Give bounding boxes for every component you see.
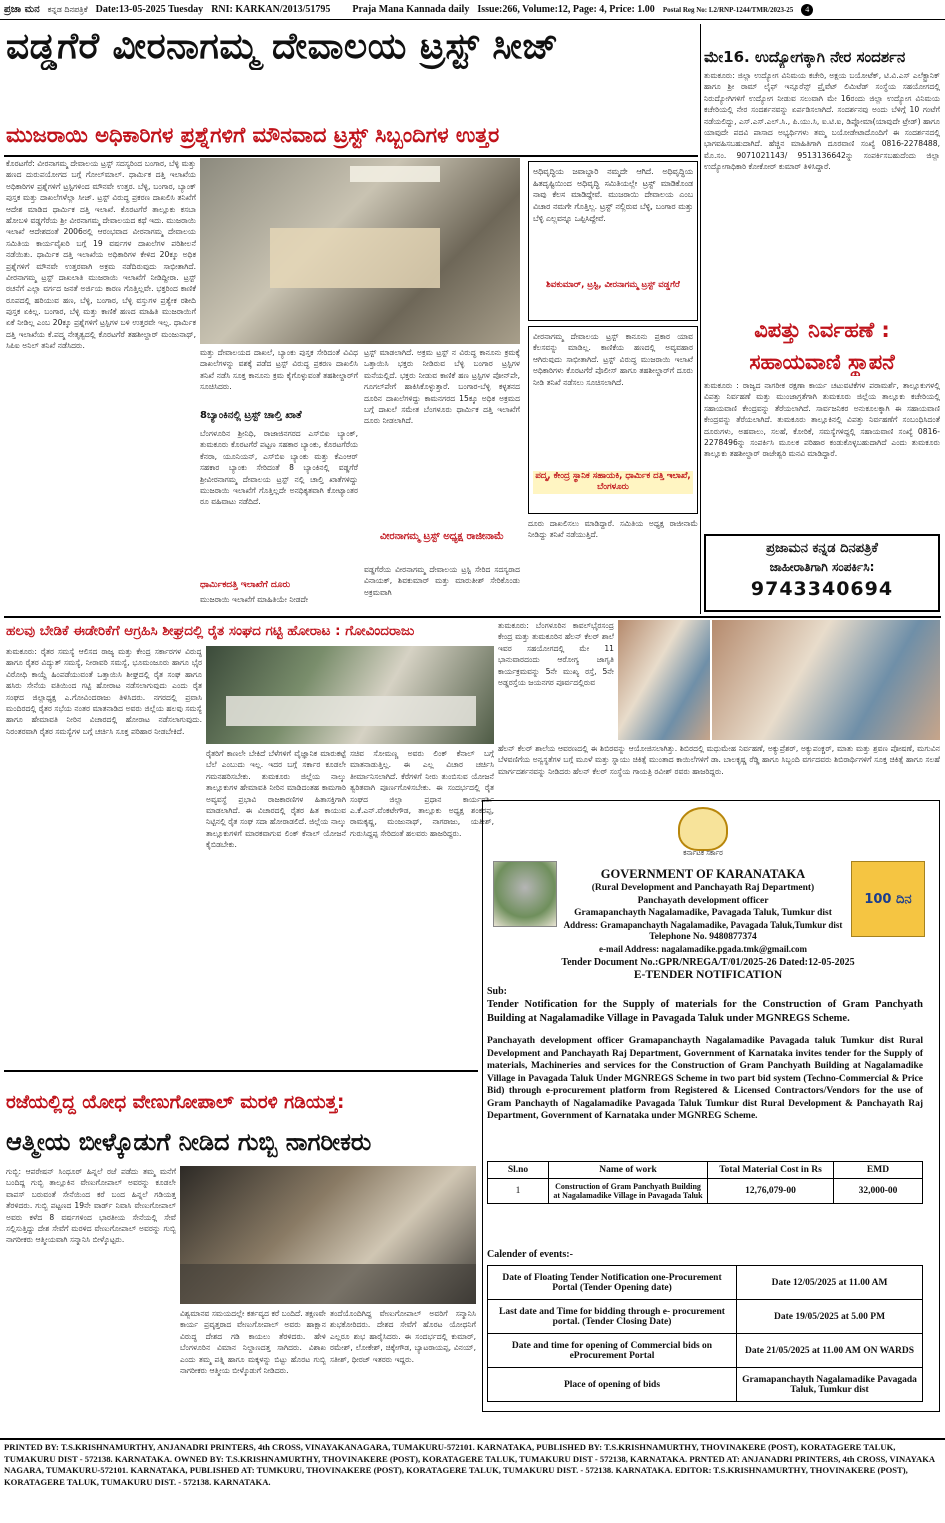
- official-box: [528, 326, 698, 514]
- divider: [4, 616, 941, 618]
- lead-col3: ಟ್ರಸ್ಟ್ ಮಾಡಲಾಗಿದೆ. ಅಕ್ರಮ ಟ್ರಸ್ಟ್ ನ ವಿರುದ್ಧ ಕಾನೂನು ಕ್ರಮಕ್ಕೆ ಒತ್ತಾಯಿಸಿ ಭಕ್ತರು ನೀಡಿರುವ ಬೆಳ್ಳಿ ಬಂಗಾರ ಟ್ರಸ್ಟಿಗಳ ಮನೆಯಲ್ಲಿದೆ. ಭಕ್ತರು ನೀಡುವ ಕಾಣಿಕೆ ಹಣ ಟ್ರಸ್ಟಿಗಳ ಪೋನ್‌ಪೇ, ಗೂಗಲ್‌ಪೇಗೆ ಹಾಕಿಸಿಕೊಳ್ಳುತ್ತಾರೆ. ಬಂಗಾರ-ಬೆಳ್ಳಿ ಕಳ್ಳತನದ ದೂರಿನ ದಾಖಲೆಗಳಿದ್ದು ಕಾಮನಗರದ 15ಕ್ಕೂ ಅಧಿಕ ಅಕ್ರಮದ ಬಗ್ಗೆ ದಾಖಲೆ ಸಮೇತ ಬೆಂಗಳೂರು ಧಾರ್ಮಿಕ ದತ್ತಿ ಇಲಾಖೆಗೆ ದೂರು ನೀಡಲಾಗಿದೆ.: [364, 348, 520, 426]
- calendar-table: [487, 1265, 923, 1402]
- disaster-body: ತುಮಕೂರು : ರಾಜ್ಯದ ನಾಗರೀಕ ರಕ್ಷಣಾ ಕಾರ್ಯ ಚಟುವಟಿಕೆಗಳ ಪರಾಮರ್ಶೆ, ತಾಲ್ಲೂಕುಗಳಲ್ಲಿ ವಿಪತ್ತು ನಿರ್ವಹಣೆ ಮತ್ತು ಮುಂಜಾಗ್ರತೆಗಾಗಿ ತುಮಕೂರು ಜಿಲ್ಲೆಯ ತಾಲ್ಲೂಕು ಕಚೇರಿಯಲ್ಲಿ ಸಹಾಯವಾಣಿ ಕೇಂದ್ರವನ್ನು ತೆರೆಯಲಾಗಿದೆ. ಸಾರ್ವಜನಿಕರ ಅನುಕೂಲಕ್ಕಾಗಿ ಈ ಸಹಾಯವಾಣಿ ಕೇಂದ್ರವನ್ನು ತೆರೆಯಲಾಗಿದೆ. ತುಮಕೂರು ತಾಲ್ಲೂಕಿನಲ್ಲಿ ವಿಪತ್ತು ನಿರ್ವಹಣೆಗೆ ಸಂಬಂಧಿಸಿದಂತೆ ದೂರುಗಳು, ಅಹವಾಲು, ಸಲಹೆ, ಕೋರಿಕೆ, ಸಮಸ್ಯೆಗಳಿದ್ದಲ್ಲಿ ಸಹಾಯವಾಣಿ ಸಂಖ್ಯೆ 0816-2278496ನ್ನು ಸಂಪರ್ಕಿಸಿ ಮೂಲಕ ಪರಿಹಾರ ಕಂಡುಕೊಳ್ಳಬಹುದಾಗಿದೆ ಎಂದು ತುಮಕೂರು ತಾಲ್ಲೂಕು ತಹಶೀಲ್ದಾರ್ ರಾಜೇಶ್ವರಿ ಮನವಿ ಮಾಡಿದ್ದಾರೆ.: [704, 381, 940, 459]
- farmers-photo: [206, 646, 494, 744]
- table-cell: Date and time for opening of Commercial bids on eProcurement Portal: [488, 1334, 737, 1368]
- lead-photo: [200, 158, 520, 344]
- table-cell: Date 19/05/2025 at 5.00 PM: [737, 1300, 923, 1334]
- paper-name: ಪ್ರಜಾ ಮನ: [4, 4, 40, 15]
- postal-reg: Postal Reg No: L2/RNP-1244/TMR/2023-25: [662, 5, 794, 14]
- tender-doc: Tender Document No.:GPR/NREGA/T/01/2025-26 Dated:12-05-2025: [561, 957, 855, 968]
- lead-col1: ಕೊರಟಗೆರೆ: ವೀರನಾಗಮ್ಮ ದೇವಾಲಯ ಟ್ರಸ್ಟ್ ಸದಸ್ಯರಿಂದ ಬಂಗಾರ, ಬೆಳ್ಳಿ ಮತ್ತು ಹಣದ ದುರುಪಯೋಗದ ಬಗ್ಗೆ ಗೋಲ್‌ಮಾಲ್. ಧಾರ್ಮಿಕ ದತ್ತಿ ಇಲಾಖೆಯ ಅಧಿಕಾರಿಗಳ ಪ್ರಶ್ನೆಗಳಿಗೆ ಟ್ರಸ್ಟಿಗಳಿಂದ ಮೌನವೇ ಉತ್ತರ. ಬೆಳ್ಳಿ, ಬಂಗಾರ, ಬ್ಯಾಂಕ್ ಪುಸ್ತಕ ಮತ್ತು ದಾಖಲೆಗಳೆಲ್ಲಾ ಸೀಜ್. ಟ್ರಸ್ಟ್ ವಿರುದ್ಧ ಪ್ರಕರಣ ದಾಖಲಿಸಿ ತನಿಖೆಗೆ ಆದೇಶ ಮಾಡಿದ ಧಾರ್ಮಿಕ ದತ್ತಿ ಇಲಾಖೆ. ಕೊರಟಗೆರೆ ತಾಲ್ಲೂಕು ಕಸಬಾ ಹೋಬಳಿ ವಡ್ಡಗೆರೆಯ ಶ್ರೀ ವೀರನಾಗಮ್ಮ ದೇವಾಲಯದ ಕಥೆ ಇದು. ಮುಜರಾಯಿ ಇಲಾಖೆ ಆದೇಶದಂತೆ 2006ರಲ್ಲಿ ಆರಂಭವಾದ ವೀರನಾಗಮ್ಮ ದೇವಾಲಯ ಸಮಿತಿಯ ಕಾರ್ಯವೈಖರಿ ಬಗ್ಗೆ 19 ವರ್ಷಗಳ ದಾಖಲೆಗಳ ಪರಿಶೀಲನೆ ನಡೆಯಿತು. ಧಾರ್ಮಿಕ ದತ್ತಿ ಇಲಾಖೆಯ ಅಧಿಕಾರಿಗಳ ಕೇಳಿದ 20ಕ್ಕೂ ಅಧಿಕ ಪ್ರಶ್ನೆಗಳಿಗೆ ಮೌನವೇ ಉತ್ತರವಾಗಿ ಅಕ್ರಮ ನಡೆದಿರುವುದು ಸಾಭೀತಾಗಿದೆ. ವೀರನಾಗಮ್ಮ ಟ್ರಸ್ಟ್ ದಾಖಲಾತಿ ಮುಜರಾಯಿ ಇಲಾಖೆಗೆ ನೀಡಿದ್ದೀರಾ. ಟ್ರಸ್ಟ್ ರಚನೆಗೆ ಎಲ್ಲಾ ವರ್ಗದ ಜನತೆ ಅರ್ಜಿಯ ಕಾರಣ ಗೊತ್ತಿಲ್ಲವೇ. ಭಕ್ತರಿಂದ ಕಾಣಿಕೆ ರೂಪದಲ್ಲಿ ಹರಿಯುವ ಹಣ, ಬೆಳ್ಳಿ, ಬಂಗಾರ, ಬೆಳ್ಳಿ ವಸ್ತುಗಳ ಪ್ರತ್ಯೇಕ ರಶೀದಿ ಪುಸ್ತಕ ಏಕಿಲ್ಲ. ಬಂಗಾರ, ಬೆಳ್ಳಿ ಮತ್ತು ಕಾಣಿಕೆ ಹಣದ ಮಾಹಿತಿ ಮುಜರಾಯಿಗೆ ಏಕೆ ನೀಡಿಲ್ಲ ಎಂಬ 20ಕ್ಕೂ ಪ್ರಶ್ನೆಗಳಿಗೆ ಟ್ರಸ್ಟಿಗಳ ಬಳಿ ಉತ್ತರವೇ ಇಲ್ಲ. ಧಾರ್ಮಿಕ ದತ್ತಿ ಇಲಾಖೆಯ ಕೆ.ಪದ್ಮ ನೇತೃತ್ವದಲ್ಲಿ ಕೊರಟಗೆರೆ ತಹಶೀಲ್ದಾರ್ ಮಂಜುನಾಥ್, ಸಿಪಿಐ ಅನಿಲ್ ತನಿಖೆ ನಡೆಸಿದರು.: [6, 159, 196, 351]
- ad-line-1: ಪ್ರಜಾಮನ ಕನ್ನಡ ದಿನಪತ್ರಿಕೆ: [766, 541, 878, 556]
- tender-table-wrap: [487, 1161, 923, 1204]
- table-row: [488, 1266, 923, 1300]
- disaster-headline-2: ಸಹಾಯವಾಣಿ ಸ್ಥಾಪನೆ: [749, 350, 895, 374]
- divider: [4, 1070, 478, 1072]
- calendar-wrap: [487, 1265, 923, 1402]
- tender-sub-label: Sub:: [487, 986, 508, 997]
- badge-text: 100 ದಿನ: [864, 891, 912, 907]
- job-fair-headline: ಮೇ16. ಉದ್ಯೋಗಕ್ಕಾಗಿ ನೇರ ಸಂದರ್ಶನ: [704, 48, 906, 66]
- lead-col2-subhead-1: 8ಬ್ಯಾಂಕಿನಲ್ಲಿ ಟ್ರಸ್ಟ್ ಚಾಲ್ತಿ ಖಾತೆ: [200, 410, 302, 421]
- issue-info: Issue:266, Volume:12, Page: 4, Price: 1.00: [477, 4, 655, 15]
- quote-author: ಶಿವಕುಮಾರ್, ಟ್ರಸ್ಟಿ, ವೀರನಾಗಮ್ಮ ಟ್ರಸ್ಟ್ ವಡ್ಡಗೆರೆ: [546, 280, 680, 290]
- farmers-col1: ತುಮಕೂರು: ರೈತರ ಸಮಸ್ಯೆ ಆಲಿಸದ ರಾಜ್ಯ ಮತ್ತು ಕೇಂದ್ರ ಸರ್ಕಾರಗಳ ವಿರುದ್ಧ ಹಾಗೂ ರೈತರ ವಿದ್ಯುತ್ ಸಮಸ್ಯೆ, ನೀರಾವರಿ ಸಮಸ್ಯೆ, ಭೂಮಂಜೂರು ಹಾಗೂ ಭೈರ ವಿರೋಧಿ ಕಾಯ್ದೆ ಹಿಂಪಡೆಯುವಂತೆ ಒತ್ತಾಯಿಸಿ ಶೀಘ್ರದಲ್ಲಿ ರೈತ ಸಂಘ ಹಾಗೂ ಹಸಿರು ಸೇನೆಯ ವತಿಯಿಂದ ಗಟ್ಟಿ ಹೋರಾಟ ನಡೆಸಲಾಗುವುದು ಎಂದು ರೈತ ಸಂಘದ ಜಿಲ್ಲಾಧ್ಯಕ್ಷ ಎ.ಗೋವಿಂದರಾಜು ತಿಳಿಸಿದರು. ನಗರದಲ್ಲಿ ಪ್ರವಾಸಿ ಮಂದಿರದಲ್ಲಿ ರೈತರ ಸಭೆಯ ನಂತರ ಮಾತನಾಡಿದ ಅವರು ಜಿಲ್ಲೆಯ ಹಲವು ಸಮಸ್ಯೆ ಹಾಗೂ ಹೇಮಾವತಿ ನೀರಿನ ವಿಚಾರದಲ್ಲಿ ಹೋರಾಟ ನಡೆಸಲಾಗುವುದು. ನಿರಂತರವಾಗಿ ರೈತರ ಸಮಸ್ಯೆಗಳ ಬಗ್ಗೆ ಚರ್ಚಿಸಿ ಸೂಕ್ತ ಪರಿಹಾರ ನೀಡಬೇಕಿದೆ.: [6, 647, 202, 736]
- health-photo-1: [618, 620, 710, 740]
- ad-phone: 9743340694: [750, 578, 894, 600]
- lead-col3-subhead: ವೀರನಾಗಮ್ಮ ಟ್ರಸ್ಟ್ ಅಧ್ಯಕ್ಷ ರಾಜೀನಾಮೆ: [380, 531, 504, 542]
- table-cell: Last date and Time for bidding through e- procurement portal. (Tender Closing Date): [488, 1300, 737, 1334]
- table-cell: Gramapanchayth Nagalamadike Pavagada Taluk, Tumkur dist: [737, 1368, 923, 1402]
- venu-headline-1: ರಜೆಯಲ್ಲಿದ್ದ ಯೋಧ ವೇಣುಗೋಪಾಲ್ ಮರಳಿ ಗಡಿಯತ್ತ:: [6, 1092, 345, 1113]
- quote-box: [528, 161, 698, 321]
- issue-date: Date:13-05-2025 Tuesday: [95, 4, 204, 15]
- table-cell: Construction of Gram Panchyath Building at Nagalamadike Village in Pavagada Taluk: [549, 1179, 708, 1204]
- venu-col3: ತಂದೆಯೊಂದಿಗಿದ್ದ ವೇಣುಗೋಪಾಲ್ ಅವರಿಗೆ ಸನ್ಮಾನಿಸಿ ಶುಭಕೋರಿದರು. ದೇಶದ ಸೇವೆಗೆ ಹೊರಟ ಯೋಧನಿಗೆ ಎಲ್ಲರೂ ಶುಭ ಹಾರೈಸಿದರು. ಈ ಸಂದರ್ಭದಲ್ಲಿ ಕುಮಾರ್, ರಮೇಶ್, ಲೋಕೇಶ್, ಚಿಕ್ಕೇಗೌಡ, ಬ್ಯಾಟರಾಯಪ್ಪ, ವಿನಯ್, ಸತೀಶ್, ಧೀರಜ್ ಇತರರು ಇದ್ದರು.: [330, 1309, 476, 1364]
- job-fair-body: ತುಮಕೂರು: ಜಿಲ್ಲಾ ಉದ್ಯೋಗ ವಿನಿಮಯ ಕಚೇರಿ, ಅಕ್ಷಯ ಬಯೋಟೆಕ್, ಟಿ.ವಿ.ಎಸ್ ಎಲೆಕ್ಟ್ರಾನಿಕ್ ಹಾಗೂ ಶ್ರೀ ರಾಮ್ ಲೈಫ್ ಇನ್ಸೂರೆನ್ಸ್ ಪ್ರೈವೆಟ್ ಲಿಮಿಟೆಡ್ ಸಂಸ್ಥೆಯ ಸಹಯೋಗದಲ್ಲಿ ನಿರುದ್ಯೋಗಿಗಳಿಗೆ ಉದ್ಯೋಗ ನೀಡುವ ಸಲುವಾಗಿ ಮೇ 16ರಂದು ಜಿಲ್ಲಾ ಉದ್ಯೋಗ ವಿನಿಮಯ ಕಚೇರಿಯಲ್ಲಿ ನೇರ ಸಂದರ್ಶನವನ್ನು ಏರ್ಪಡಿಸಲಾಗಿದೆ. ಸಂದರ್ಶನವು ಅಂದು ಬೆಳಿಗ್ಗೆ 10 ಗಂಟೆಗೆ ನಡೆಯಲಿದ್ದು, ಎಸ್.ಎಸ್.ಎಲ್.ಸಿ., ಪಿ.ಯು.ಸಿ, ಐ.ಟಿ.ಐ, ಡಿಪ್ಲೋಮಾ(ಯಾವುದೇ ಟ್ರೇಡ್) ಹಾಗೂ ಯಾವುದೇ ಪದವಿ ಪಾಸಾದ ಅಭ್ಯರ್ಥಿಗಳು ತಮ್ಮ ಬಯೋಡೇಟಾದೊಂದಿಗೆ ಈ ಸಂದರ್ಶನದಲ್ಲಿ ಭಾಗವಹಿಸಬಹುದಾಗಿದೆ. ಹೆಚ್ಚಿನ ಮಾಹಿತಿಗಾಗಿ ದೂರವಾಣಿ ಸಂಖ್ಯೆ 0816-2278488, ಮೊ.ಸಂ. 9071021143/ 9513136642ನ್ನು ಸಂಪರ್ಕಿಸಬಹುದೆಂದು ಜಿಲ್ಲಾ ಉದ್ಯೋಗಾಧಿಕಾರಿ ಕೋಕೋರ್ ಕುಮಾರ್ ತಿಳಿಸಿದ್ದಾರೆ.: [704, 71, 940, 172]
- table-row: [488, 1334, 923, 1368]
- table-row: [488, 1368, 923, 1402]
- karnataka-emblem: [678, 807, 728, 851]
- tender-address: Address: Gramapanchayth Nagalamadike, Pavagada Taluk,Tumkur dist: [563, 920, 843, 930]
- official-sig: ಪದ್ಮ, ಕೇಂದ್ರ ಸ್ಥಾನಿಕ ಸಹಾಯಕಿ, ಧಾರ್ಮಿಕ ದತ್ತಿ ಇಲಾಖೆ, ಬೆಂಗಳೂರು: [533, 471, 693, 494]
- venu-photo: [180, 1166, 476, 1304]
- tender-place: Gramapanchayth Nagalamadike, Pavagada Taluk, Tumkur dist: [574, 908, 832, 918]
- lead-col2b: ಬೆಂಗಳೂರಿನ ಶ್ರೀನಿಧಿ, ರಾಜಾಜಿನಗರದ ಎಸ್‌ಬಿಐ ಬ್ಯಾಂಕ್, ತುಮಕೂರು ಕೊರಟಗೆರೆ ಪಟ್ಟಣ ಸಹಕಾರ ಬ್ಯಾಂಕು, ಕೊರಟಗೆರೆಯ ಕೆನರಾ, ಯೂನಿಯನ್, ಎಸ್‌ಬಿಐ ಬ್ಯಾಂಕು ಮತ್ತು ಕೆಎಂಆರ್ ಸಹಕಾರ ಬ್ಯಾಂಕು ಸೇರಿದಂತೆ 8 ಬ್ಯಾಂಕಿನಲ್ಲಿ ವಡ್ಡಗೆರೆ ಶ್ರೀವೀರನಾಗಮ್ಮ ದೇವಾಲಯ ಟ್ರಸ್ಟ್ ನಲ್ಲಿ ಚಾಲ್ತಿ ಖಾತೆಗಳಿದ್ದು ಮುಜರಾಯಿ ಇಲಾಖೆಗೆ ಗೊತ್ತಿಲ್ಲದೇ ಅನಧಿಕೃತವಾಗಿ ಕೋಟ್ಯಾಂತರ ರೂ ವಹಿವಾಟು ನಡೆದಿದೆ.: [200, 429, 358, 507]
- tender-phone: Telephone No. 9480877374: [649, 932, 757, 942]
- lead-subhead: ಮುಜರಾಯಿ ಅಧಿಕಾರಿಗಳ ಪ್ರಶ್ನೆಗಳಿಗೆ ಮೌನವಾದ ಟ್ರಸ್ಟ್ ಸಿಬ್ಬಂದಿಗಳ ಉತ್ತರ: [6, 123, 500, 147]
- health-body-bottom: ಹೆಲನ್ ಕೆಲರ್ ಶಾಲೆಯ ಆವರಣದಲ್ಲಿ ಈ ಶಿಬಿರವನ್ನು ಆಯೋಜಿಸಲಾಗಿತ್ತು. ಶಿಬಿರದಲ್ಲಿ ಮಧುಮೇಹ ನಿರ್ವಹಣೆ, ಅಕ್ಯುಪ್ರೆಶರ್, ಅಕ್ಯುಪಂಕ್ಚರ್, ಮಾತು ಮತ್ತು ಶ್ರವಣ ಪೋಷಣೆ, ಮಗುವಿನ ಬೆಳವಣಿಗೆಯ ಅನ್ವಸ್ಥತೆಗಳ ಬಗ್ಗೆ ಮೂಳೆ ಮತ್ತು ಸ್ನಾಯು ಚಿಕಿತ್ಸೆ ಮುಂತಾದ ಕಾಯಿಲೆಗಳಿಗೆ ಡಾ. ಬಾಲಕೃಷ್ಣ ರೆಡ್ಡಿ ಹಾಗೂ ಸಿಬ್ಬಂದಿ ವರ್ಗದವರು ಶಿಬಿರಾರ್ಥಿಗಳಿಗೆ ಸೂಕ್ತ ಚಿಕಿತ್ಸೆ ಹಾಗೂ ಸಲಹೆ ಮಾರ್ಗದರ್ಶನವನ್ನು ನೀಡಿದರು ಹೆಲನ್ ಕೆಲರ್ ಸಂಸ್ಥೆಯ ಗಾಯತ್ರಿ ರವೀಶ್ ರವರು ಹಾಜರಿದ್ದರು.: [498, 744, 940, 776]
- table-header: Sl.no: [488, 1162, 549, 1179]
- venu-col2: ವಿಶ್ವಮಾನವ ಸಮಯದಲ್ಲೇ ಕರ್ತವ್ಯದ ಕರೆ ಬಂದಿದೆ. ತಕ್ಷಣವೇ ಕಾರ್ಯ ಪ್ರವೃತ್ತರಾದ ವೇಣುಗೋಪಾಲ್ ಅವರು ಹಾಕ್ಷಾನ ವಿರುದ್ಧ ದೇಶದ ಗಡಿ ಕಾಯಲು ತೆರಳಿದರು. ಹೇಳಿ ಬೆಂಗಳೂರಿನ ವಿಮಾನ ನಿಲ್ದಾಣದತ್ತ ಸಾಗಿದರು. ವಿಶಾಖ ಎಂದು ತಮ್ಮ ಪತ್ನಿ ಹಾಗೂ ಮಕ್ಕಳನ್ನು ಬಿಟ್ಟು ಹೊರಟ ಗುಬ್ಬಿ ನಾಗರೀಕರು ಆತ್ಮೀಯ ಬೀಳ್ಕೊಡುಗೆ ನೀಡಿದರು.: [180, 1309, 326, 1375]
- lead-col3b: ವಡ್ಡಗೆರೆಯ ವೀರನಾಗಮ್ಮ ದೇವಾಲಯ ಟ್ರಸ್ಟಿ ಸೇರಿದ ಸದಸ್ಯರಾದ ವಿನಾಯಕ್, ಶಿವಕುಮಾರ್ ಮತ್ತು ಮಾರುತೀಶ್ ಸೇರಿಕೊಂಡು ಅಕ್ರಮವಾಗಿ: [364, 565, 520, 597]
- ad-line-2: ಜಾಹೀರಾತಿಗಾಗಿ ಸಂಪರ್ಕಿಸಿ:: [769, 560, 875, 574]
- gandhi-logo: [493, 861, 557, 927]
- divider: [4, 155, 698, 157]
- page-number: 4: [801, 4, 813, 16]
- farmers-col2: ರೈತರಿಗೆ ಕಾಣಲೇ ಬೇಕಿದೆ ಬೆಳೆಗಳಿಗೆ ವೈಜ್ಞಾನಿಕ ಮಾರುಕಟ್ಟೆ ಬೆಲೆ ಎಂಬುದು ಇಲ್ಲ. ಇದರ ಬಗ್ಗೆ ಸರ್ಕಾರ ಕೂಡಲೇ ಗಮನಹರಿಸಬೇಕು. ತುಮಕೂರು ಜಿಲ್ಲೆಯ ನಾಲ್ಕು ತಾಲ್ಲೂಕುಗಳ ಹೇಮಾವತಿ ನೀರಿನ ಮಾಡಿದಂತಹ ಕಾಮಗಾರಿ ಅವ್ಯವಸ್ಥೆ ಪ್ರಭಾವಿ ರಾಜಕಾರಣಿಗಳ ಹಿತಾಸಕ್ತಿಗಾಗಿ ಮಾಡಲಾಗಿದೆ. ಈ ವಿಚಾರದಲ್ಲಿ ರೈತರ ಹಿತ ಕಾಯುವ ನಿಟ್ಟಿನಲ್ಲಿ ರೈತ ಸಂಘ ಸದಾ ಹೋರಾಡಲಿದೆ. ಜಿಲ್ಲೆಯ ನಾಲ್ಕು ತಾಲ್ಲೂಕುಗಳಿಗೆ ಮಾರಕವಾಗುವ ಲಿಂಕ್ ಕೆನಾಲ್ ಯೋಜನೆ ಕೈಬಿಡಬೇಕು.: [206, 749, 346, 850]
- table-cell: 12,76,079-00: [708, 1179, 834, 1204]
- tender-table: [487, 1161, 923, 1204]
- table-header-row: [488, 1162, 923, 1179]
- table-cell: 32,000-00: [834, 1179, 923, 1204]
- official-text: ವೀರನಾಗಮ್ಮ ದೇವಾಲಯ ಟ್ರಸ್ಟ್ ಕಾನೂನು ಪ್ರಕಾರ ಯಾವ ಕೆಲಸವನ್ನು ಮಾಡಿಲ್ಲ. ಕಾಣಿಕೆಯ ಹಣದಲ್ಲಿ ಅವ್ಯವಹಾರ ಆಗಿರುವುದು ಸಾಭೀತಾಗಿದೆ. ಟ್ರಸ್ಟ್ ವಿರುದ್ಧ ಮುಜರಾಯಿ ಇಲಾಖೆ ಅಧಿಕಾರಿಗಳು ಕೊರಟಗೆರೆ ಪೊಲೀಸ್ ಹಾಗೂ ತಹಶೀಲ್ದಾರ್‌ಗೆ ದೂರು ನೀಡಿ ತನಿಖೆ ನಡೆಸಲು ಸೂಚಿಸಲಾಗಿದೆ.: [533, 332, 693, 387]
- lead-headline: ವಡ್ಡಗೆರೆ ವೀರನಾಗಮ್ಮ ದೇವಾಲಯ ಟ್ರಸ್ಟ್ ಸೀಜ್: [6, 26, 559, 67]
- masthead: [0, 0, 945, 20]
- badge-100-days: [851, 861, 925, 937]
- tender-govt: GOVERNMENT OF KARANATAKA: [600, 867, 806, 881]
- table-row: [488, 1300, 923, 1334]
- tender-title: E-TENDER NOTIFICATION: [633, 969, 783, 981]
- health-body-top: ತುಮಕೂರು: ಬೆಂಗಳೂರಿನ ಕಾವಲ್‌ಭೈರಸಂದ್ರ ಕೇಂದ್ರ ಮತ್ತು ತುಮಕೂರಿನ ಹೆಲನ್ ಕೆಲರ್ ಶಾಲೆ ಇವರ ಸಹಯೋಗದಲ್ಲಿ ಮೇ 11 ಭಾನುವಾರದಂದು ಆರೋಗ್ಯ ಜಾಗೃತಿ ಕಾರ್ಯಕ್ರಮವನ್ನು 5ನೇ ಮುಖ್ಯ ರಸ್ತೆ, 5ನೇ ಅಡ್ಡರಸ್ತೆಯ ಜಯನಗರ ಪೂರ್ವದಲ್ಲಿರುವ: [498, 621, 614, 687]
- footer-divider: [0, 1438, 945, 1440]
- farmers-headline: ಹಲವು ಬೇಡಿಕೆ ಈಡೇರಿಕೆಗೆ ಆಗ್ರಹಿಸಿ ಶೀಘ್ರದಲ್ಲಿ ರೈತ ಸಂಘದ ಗಟ್ಟಿ ಹೋರಾಟ : ಗೋವಿಂದರಾಜು: [6, 623, 415, 639]
- ad-box: [704, 534, 940, 612]
- tender-subject: Tender Notification for the Supply of materials for the Construction of Gram Panchyath Building at Nagalamadike Village in Pavagada Taluk under MGNREGS Scheme.: [487, 999, 923, 1025]
- venu-headline-2: ಆತ್ಮೀಯ ಬೀಳ್ಕೊಡುಗೆ ನೀಡಿದ ಗುಬ್ಬಿ ನಾಗರೀಕರು: [6, 1128, 372, 1156]
- table-cell: 1: [488, 1179, 549, 1204]
- lead-col2: ಮತ್ತು ದೇವಾಲಯದ ದಾಖಲೆ, ಬ್ಯಾಂಕು ಪುಸ್ತಕ ಸೇರಿದಂತೆ ವಿವಿಧ ದಾಖಲೆಗಳನ್ನು ವಶಕ್ಕೆ ಪಡೆದ ಟ್ರಸ್ಟ್ ವಿರುದ್ಧ ಪ್ರಕರಣ ದಾಖಲಿಸಿ ತನಿಖೆ ನಡೆಸಿ ಸೂಕ್ತ ಕಾನೂನು ಕ್ರಮ ಕೈಗೊಳ್ಳುವಂತೆ ತಹಶೀಲ್ದಾರ್‌ಗೆ ಸೂಚಿಸಿದರು.: [200, 348, 358, 392]
- health-photo-2: [712, 620, 940, 740]
- table-header: Name of work: [549, 1162, 708, 1179]
- tender-notice: [482, 800, 940, 1412]
- venu-col1: ಗುಬ್ಬಿ: ಆಪರೇಷನ್ ಸಿಂಧೂರ್ ಹಿನ್ನಲೆ ರಜೆ ಪಡೆದು ತಮ್ಮ ಮನೆಗೆ ಬಂದಿದ್ದ ಗುಬ್ಬಿ ತಾಲ್ಲೂಕಿನ ವೇಣುಗೋಪಾಲ್ ಅವರನ್ನು ಕೂಡಲೇ ವಾಪಸ್ ಬರುವಂತೆ ಸೇನೆಯಿಂದ ಕರೆ ಬಂದ ಹಿನ್ನಲೆ ಗಡಿಯತ್ತ ತೆರಳಿದರು. ಗುಬ್ಬಿ ಪಟ್ಟಣದ 19ನೇ ವಾರ್ಡ್ ನಿವಾಸಿ ವೇಣುಗೋಪಾಲ್ ಅವರು ಕಳೆದ 8 ವರ್ಷಗಳಿಂದ ಭಾರತೀಯ ಸೇನೆಯಲ್ಲಿ ಸೇವೆ ಸಲ್ಲಿಸುತ್ತಿದ್ದು ದೇಶ ಸೇವೆಗೆ ಮರಳಿದ ವೇಣುಗೋಪಾಲ್ ಅವರನ್ನು ಗುಬ್ಬಿ ನಾಗರೀಕರು ಆತ್ಮೀಯವಾಗಿ ಸನ್ಮಾನಿಸಿ ಬೀಳ್ಕೊಟ್ಟರು.: [6, 1167, 176, 1245]
- emblem-caption: ಕರ್ನಾಟಕ ಸರ್ಕಾರ: [683, 849, 723, 857]
- table-cell: Date 21/05/2025 at 11.00 AM ON WARDS: [737, 1334, 923, 1368]
- table-header: Total Material Cost in Rs: [708, 1162, 834, 1179]
- quote-text: ಅಧಿವೃದ್ಧಿಯ ಜವಾಬ್ದಾರಿ ನಮ್ಮದೇ ಆಗಿದೆ. ಅಧಿವೃದ್ಧಿಯ ಹಿತದೃಷ್ಟಿಯಿಂದ ಅಧಿವೃದ್ಧಿ ಸಮಿತಿಯಲ್ಲೇ ಟ್ರಸ್ಟ್ ಮಾಡಿಕೊಂಡ ನಾವು ಕೆಲಸ ಮಾಡಿದ್ದೇವೆ. ಮುಜರಾಯಿ ದೇವಾಲಯ ಎಂಬ ವಿಚಾರ ನಮಗೇ ಗೊತ್ತಿಲ್ಲ. ಟ್ರಸ್ಟ್ ನಲ್ಲಿರುವ ಬೆಳ್ಳಿ, ಬಂಗಾರ ಮತ್ತು ಬೆಳ್ಳಿ ಎಲ್ಲವನ್ನೂ ಒಪ್ಪಿಸಿದ್ದೇವೆ.: [533, 167, 693, 223]
- calendar-label: Calender of events:-: [487, 1249, 573, 1260]
- paper-tag: ಕನ್ನಡ ದಿನಪತ್ರಿಕೆ: [47, 4, 88, 14]
- table-row: [488, 1179, 923, 1204]
- footer-imprint: PRINTED BY: T.S.KRISHNAMURTHY, ANJANADRI PRINTERS, 4th CROSS, VINAYAKANAGARA, TUMAKURU-572101. KARNATAKA, PUBLISHED BY: T.S.KRISHNAMURTHY, THOVINAKERE (POST), KORATAGERE TALUK, TUMAKURU DIST - 572138. KARNATAKA. OWNED BY: T.S.KRISHNAMURTHY, THOVINAKERE (POST), KORATAGERE TALUK, TUMAKURU DIST - 572138, KARNATAKA. PRNTED AT: ANJANADRI PRINTERS, 4th CROSS, VINAYAKA NAGARA, TUMAKURU-572101. KARNATAKA, PUBLISHED AT: TUMKURU, THOVINAKERE (POST), KORATAGERE TALUK, TUMAKURU DIST. - 572138. KARNATAKA. EDITOR: T.S.KRISHNAMURTHY, THOVINAKERE (POST), KORATAGERE TALUK, TUMAKURU DIST. - 572138. KARNATAKA.: [4, 1442, 935, 1487]
- lead-col2-subhead-2: ಧಾರ್ಮಿಕದತ್ತಿ ಇಲಾಖೆಗೆ ದೂರು: [200, 580, 291, 590]
- paper-name-en: Praja Mana Kannada daily: [352, 4, 470, 15]
- table-cell: Date 12/05/2025 at 11.00 AM: [737, 1266, 923, 1300]
- tender-office: Panchayath development officer: [637, 896, 769, 906]
- table-header: EMD: [834, 1162, 923, 1179]
- tender-email: e-mail Address: nagalamadike.pgada.tmk@gmail.com: [599, 944, 807, 954]
- lead-col4b: ದೂರು ದಾಖಲಿಸಲು ಮಾಡಿದ್ದಾರೆ. ಸಮಿತಿಯ ಅಧ್ಯಕ್ಷ ರಾಜೀನಾಮೆ ನೀಡಿದ್ದು ತನಿಖೆ ನಡೆಯುತ್ತಿದೆ.: [528, 519, 698, 540]
- table-cell: Place of opening of bids: [488, 1368, 737, 1402]
- lead-col2c: ಮುಜರಾಯಿ ಇಲಾಖೆಗೆ ಮಾಹಿತಿಯೇ ನೀಡದೇ: [200, 595, 309, 604]
- farmers-col3: ಸಚಿವ ಸೋಮಣ್ಣ ಅವರು ಲಿಂಕ್ ಕೆನಾಲ್ ಬಗ್ಗೆ ಮಾತನಾಡುತ್ತಿಲ್ಲ. ಈ ಎಲ್ಲ ವಿಚಾರ ಚರ್ಚಿಸಿ ತೀರ್ಮಾನಿಸಲಾಗಿದೆ. ಕೆರೆಗಳಿಗೆ ನೀರು ತುಂಬಿಸುವ ಯೋಜನೆ ತ್ವರಿತವಾಗಿ ಪೂರ್ಣಗೊಳಿಸಬೇಕು. ಈ ಸಂದರ್ಭದಲ್ಲಿ ರೈತ ಸಂಘದ ಜಿಲ್ಲಾ ಪ್ರಧಾನ ಕಾರ್ಯದರ್ಶಿ ಎ.ಕೆ.ಎನ್.ವೆಂಕಟೇಗೌಡ, ತಾಲ್ಲೂಕು ಅಧ್ಯಕ್ಷ ಶಂಕರಪ್ಪ, ರಾಮಕೃಷ್ಣ, ಮಂಜುನಾಥ್, ನಾಗರಾಜು, ಯತೀಶ್, ಗುರುಸಿದ್ದಪ್ಪ ಸೇರಿದಂತೆ ಹಲವರು ಹಾಜರಿದ್ದರು.: [350, 749, 494, 838]
- tender-dept: (Rural Development and Panchayath Raj Department): [591, 883, 815, 893]
- vertical-divider: [700, 24, 701, 614]
- table-cell: Date of Floating Tender Notification one-Procurement Portal (Tender Opening date): [488, 1266, 737, 1300]
- rni-number: RNI: KARKAN/2013/51795: [211, 4, 331, 15]
- disaster-headline-1: ವಿಪತ್ತು ನಿರ್ವಹಣೆ :: [754, 318, 890, 342]
- tender-body: Panchayath development officer Gramapanchayth Nagalamadike Pavagada taluk Tumkur dist Rural Development and Panchayath Raj Department, Government of Karnataka invites tender for the Supply of materials, Machineries and services for the Construction of Gram Panchyath Building at Nagalamadike Village in Pavagada Taluk Under MGNREGS Scheme in two part bid system (Techno-Commercial & Price Bid) through e-procurement platform from Registered & Licensed Contractors/Vendors for the use of Gram Panchayth of Nagalamadike Pavagada Taluk Tumkur dist Rural Development & Panchayath Raj Department, Government of Karnataka under MGNREG Scheme.: [487, 1036, 923, 1122]
